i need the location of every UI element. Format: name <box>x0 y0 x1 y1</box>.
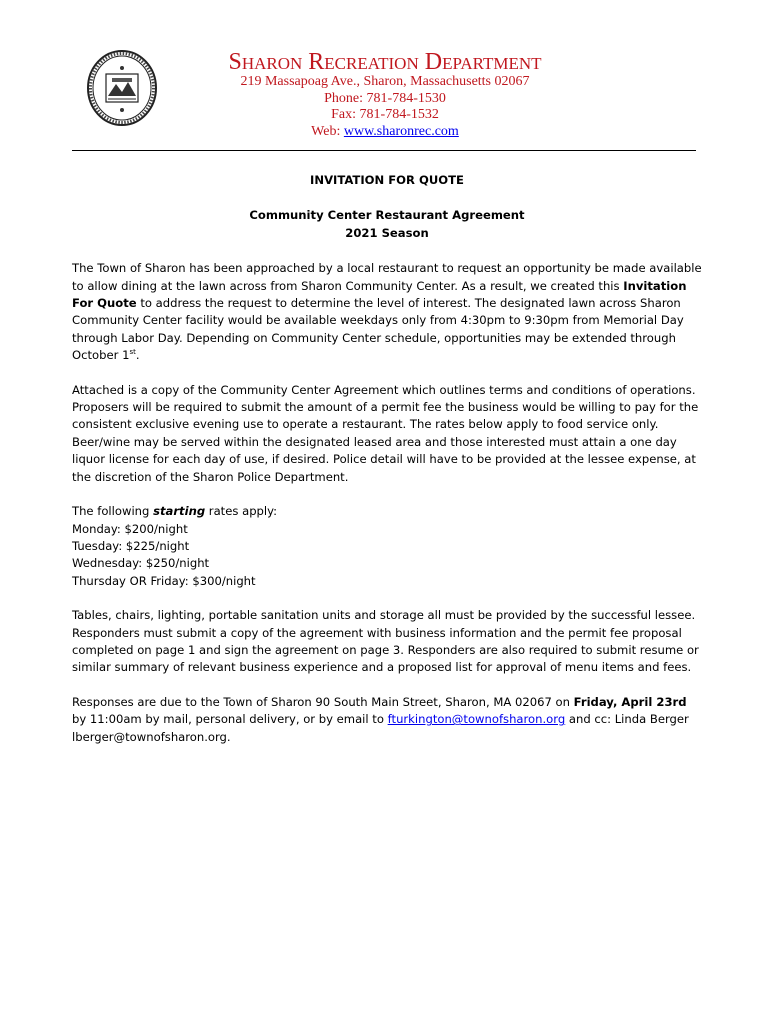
paragraph-intro-text-b: to address the request to determine the level of interest. The designated lawn across Sharon Community Center facility would be available weekdays only from 4:30pm to 9:30pm from Memorial Day through Labor Day. Depending on Community Center schedule, opportunities may be extended through October 1 <box>72 296 684 363</box>
paragraph-responses <box>72 694 702 746</box>
rates-intro-text-a: The following <box>72 504 154 519</box>
rate-wednesday: Wednesday: $250/night <box>72 556 210 571</box>
header-divider <box>72 150 696 151</box>
paragraph-requirements: Tables, chairs, lighting, portable sanitation units and storage all must be provided by the successful lessee. Responders must submit a copy of the agreement with business information and the permit fee proposal completed on page 1 and sign the agreement on page 3. Responders are also required to submit resume or similar summary of relevant business experience and a proposed list for approval of menu items and fees. <box>72 608 699 675</box>
due-date-bold: Friday, April 23rd <box>573 694 687 709</box>
email-link[interactable]: fturkington@townofsharon.org <box>387 712 566 727</box>
address-line: 219 Massapoag Ave., Sharon, Massachusetts 02067 <box>240 74 530 89</box>
paragraph-intro <box>72 260 702 364</box>
superscript-st: st <box>129 348 136 357</box>
fax-line: Fax: 781-784-1532 <box>331 107 439 122</box>
letterhead <box>150 50 620 140</box>
paragraph-responses-text-b: by 11:00am by mail, personal delivery, or by email to <box>72 712 388 727</box>
web-label: Web: <box>311 123 344 139</box>
starting-emphasis: starting <box>153 504 206 519</box>
document-season: 2021 Season <box>345 225 429 240</box>
rate-tuesday: Tuesday: $225/night <box>72 538 190 553</box>
rates-intro <box>72 503 702 520</box>
town-seal-logo <box>86 48 158 128</box>
paragraph-responses-text-c: and cc: Linda Berger lberger@townofsharon.org. <box>72 712 689 744</box>
document-title: INVITATION FOR QUOTE <box>310 173 464 187</box>
website-link[interactable]: www.sharonrec.com <box>343 123 459 139</box>
phone-line: Phone: 781-784-1530 <box>324 90 446 106</box>
paragraph-agreement: Attached is a copy of the Community Center Agreement which outlines terms and conditions of operations. Proposers will be required to submit the amount of a permit fee the business would be willing to pay for the consistent exclusive evening use to operate a restaurant. The rates below apply to food service only. Beer/wine may be served within the designated leased area and those interested must attain a one day liquor license for each day of use, if desired. Police detail will have to be provided at the lessee expense, at the discretion of the Sharon Police Department. <box>72 382 699 484</box>
paragraph-responses-text-a: Responses are due to the Town of Sharon 90 South Main Street, Sharon, MA 02067 on <box>72 694 574 709</box>
department-name: Sharon Recreation Department <box>228 49 542 75</box>
invitation-for-quote-bold: Invitation For Quote <box>72 278 687 311</box>
rate-monday: Monday: $200/night <box>72 521 188 536</box>
document-body <box>72 172 702 746</box>
rate-thursday-friday: Thursday OR Friday: $300/night <box>72 573 256 588</box>
rates-intro-text-b: rates apply: <box>205 504 278 519</box>
paragraph-intro-end: . <box>135 348 140 363</box>
paragraph-intro-text-a: The Town of Sharon has been approached by a local restaurant to request an opportunity be made available to allow dining at the lawn across from Sharon Community Center. As a result, we created this <box>72 261 702 293</box>
document-subtitle: Community Center Restaurant Agreement <box>249 208 525 223</box>
web-line <box>150 124 620 141</box>
